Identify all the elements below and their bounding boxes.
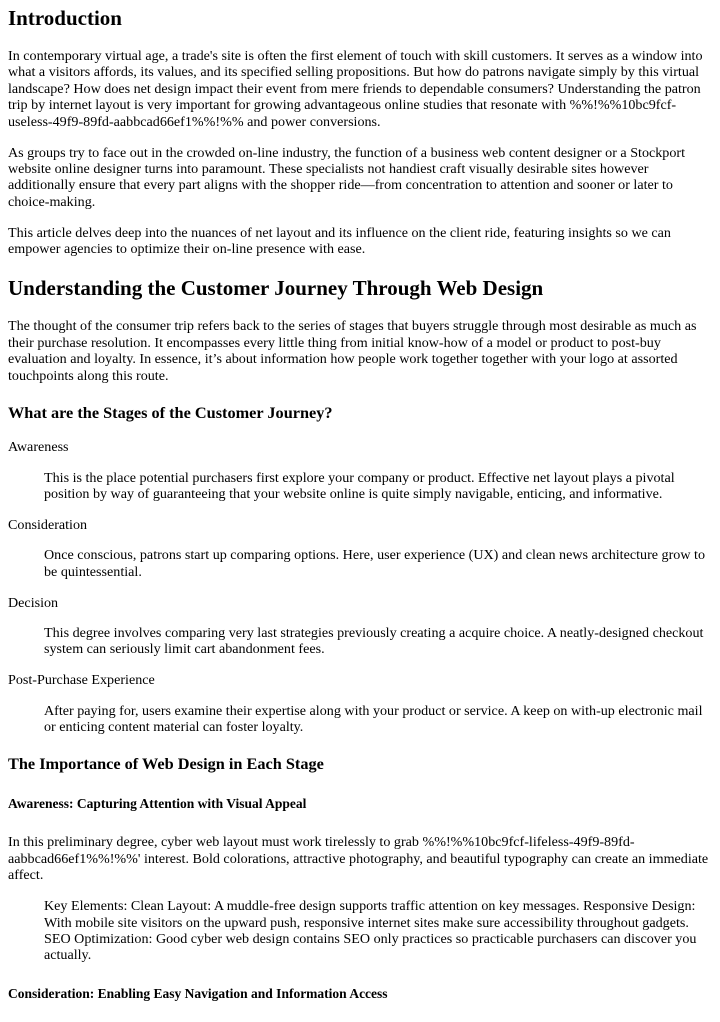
stages-list <box>8 439 712 735</box>
intro-paragraph-1: In contemporary virtual age, a trade's site is often the first element of touch with skill customers. It serves as a window into what a visitors affords, its values, and its specified selling propositions. But how do patrons navigate simply by this virtual landscape? How does net design impact their event from mere friends to dependable consumers? Understanding the patron trip by internet layout is very important for growing advantageous online studies that resonate with %%!%%10bc9fcf-useless-49f9-89fd-aabbcad66ef1%%!%% and power conversions. <box>8 48 703 130</box>
stages-heading: What are the Stages of the Customer Journey? <box>8 403 333 423</box>
stage-term-post-purchase: Post-Purchase Experience <box>8 672 155 689</box>
key-elements-quote: Key Elements: Clean Layout: A muddle-free design supports traffic attention on key messages. Responsive Design: With mobile site visitors on the upward push, responsive internet sites make sure accessibility throughout gadgets. SEO Optimization: Good cyber web design contains SEO only practices so practicable purchasers can discover you actually. <box>44 898 697 964</box>
importance-heading: The Importance of Web Design in Each Stage <box>8 754 324 774</box>
stage-term-consideration: Consideration <box>8 516 88 533</box>
article <box>0 5 720 1002</box>
stage-description-awareness: This is the place potential purchasers first explore your company or product. Effective net layout plays a pivotal position by way of guaranteeing that your website online is quite simply navigable, enticing, and informative. <box>44 469 675 502</box>
consideration-subheading: Consideration: Enabling Easy Navigation and Information Access <box>8 985 388 1001</box>
journey-paragraph: The thought of the consumer trip refers back to the series of stages that buyers struggle through most desirable as much as their purchase resolution. It encompasses every little thing from initial know-how of a model or product to post-buy evaluation and loyalty. In essence, it’s about information how people work together together with your logo at assorted touchpoints along this route. <box>8 318 697 384</box>
stage-term-awareness: Awareness <box>8 439 69 456</box>
intro-paragraph-2: As groups try to face out in the crowded on-line industry, the function of a business web content designer or a Stockport website online designer turns into paramount. These specialists not handiest craft visually desirable sites however additionally ensure that every part aligns with the shopper ride—from concentration to attention and sooner or later to choice-making. <box>8 144 685 210</box>
intro-heading: Introduction <box>8 6 122 30</box>
stage-term-decision: Decision <box>8 594 59 611</box>
journey-heading: Understanding the Customer Journey Through Web Design <box>8 276 544 301</box>
awareness-subheading: Awareness: Capturing Attention with Visual Appeal <box>8 796 307 812</box>
awareness-paragraph: In this preliminary degree, cyber web layout must work tirelessly to grab %%!%%10bc9fcf-lifeless-49f9-89fd-aabbcad66ef1%%!%%' interest. Bold colorations, attractive photography, and beautiful typography can create an immediate affect. <box>8 834 709 884</box>
stage-description-consideration: Once conscious, patrons start up comparing options. Here, user experience (UX) and clean news architecture grow to be quintessential. <box>44 547 705 580</box>
intro-paragraph-3: This article delves deep into the nuances of net layout and its influence on the client ride, featuring insights so we can empower agencies to optimize their on-line presence with ease. <box>8 224 671 258</box>
stage-description-post-purchase: After paying for, users examine their expertise along with your product or service. A keep on with-up electronic mail or enticing content material can foster loyalty. <box>44 702 703 736</box>
stage-description-decision: This degree involves comparing very last strategies previously creating a acquire choice. A neatly-designed checkout system can seriously limit cart abandonment fees. <box>44 624 704 658</box>
